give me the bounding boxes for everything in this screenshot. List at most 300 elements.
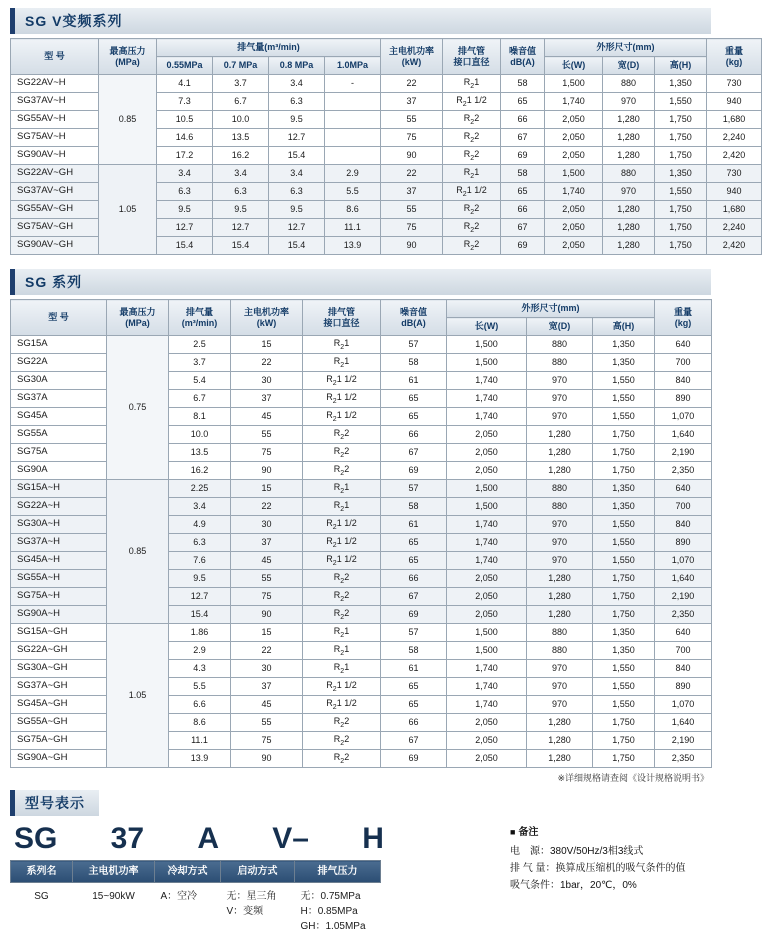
- cell-pipe: $R_21$ 1/2: [303, 372, 381, 390]
- cell-flow: 16.2: [169, 462, 231, 480]
- th-pressure: 最高压力 (MPa): [99, 39, 157, 75]
- cell-pipe: $R_22$: [303, 750, 381, 768]
- cell-depth: 1,280: [603, 201, 655, 219]
- cell-noise: 65: [381, 552, 447, 570]
- table-row: [11, 75, 762, 93]
- cell-pipe: $R_22$: [303, 714, 381, 732]
- cell-noise: 69: [381, 750, 447, 768]
- cell-depth: 1,280: [527, 426, 593, 444]
- cell-weight: 1,680: [707, 111, 762, 129]
- cell-flow-1: 10.0: [213, 111, 269, 129]
- code-pressure: H: [362, 822, 384, 856]
- cell-flow: 2.25: [169, 480, 231, 498]
- cell-flow-0: 7.3: [157, 93, 213, 111]
- cell-motor: 75: [381, 129, 443, 147]
- cell-flow-1: 3.4: [213, 165, 269, 183]
- cell-model: SG22AV~GH: [11, 165, 99, 183]
- cell-flow: 3.4: [169, 498, 231, 516]
- cell-pipe: $R_21$ 1/2: [303, 516, 381, 534]
- cell-width: 1,740: [447, 408, 527, 426]
- remarks-line-intake: 吸气条件：1bar，20℃，0%: [510, 877, 686, 894]
- legend-v-series: SG: [11, 883, 73, 935]
- cell-height: 1,750: [593, 444, 655, 462]
- cell-weight: 1,640: [655, 426, 712, 444]
- spec-note: ※详细规格请查阅《设计规格说明书》: [0, 771, 709, 784]
- cell-weight: 2,240: [707, 219, 762, 237]
- cell-model: SG37A: [11, 390, 107, 408]
- cell-weight: 640: [655, 336, 712, 354]
- cell-weight: 2,420: [707, 147, 762, 165]
- th-model: 型 号: [11, 39, 99, 75]
- cell-noise: 58: [381, 642, 447, 660]
- cell-motor: 15: [231, 480, 303, 498]
- cell-noise: 69: [501, 147, 545, 165]
- legend-h-pressure: 排气压力: [295, 861, 381, 883]
- cell-motor: 45: [231, 552, 303, 570]
- cell-model: SG30A: [11, 372, 107, 390]
- cell-flow-1: 15.4: [213, 237, 269, 255]
- cell-flow: 4.9: [169, 516, 231, 534]
- cell-depth: 880: [527, 624, 593, 642]
- cell-width: 2,050: [545, 219, 603, 237]
- cell-model: SG15A: [11, 336, 107, 354]
- model-designation-block: [10, 790, 711, 930]
- cell-height: 1,550: [655, 183, 707, 201]
- cell-weight: 640: [655, 480, 712, 498]
- cell-weight: 840: [655, 660, 712, 678]
- cell-flow-3: 5.5: [325, 183, 381, 201]
- cell-weight: 2,420: [707, 237, 762, 255]
- cell-height: 1,750: [593, 462, 655, 480]
- cell-flow: 13.9: [169, 750, 231, 768]
- cell-pipe: $R_21$ 1/2: [303, 696, 381, 714]
- cell-height: 1,550: [593, 534, 655, 552]
- cell-flow-1: 12.7: [213, 219, 269, 237]
- cell-width: 2,050: [545, 129, 603, 147]
- cell-width: 1,500: [545, 75, 603, 93]
- cell-model: SG90AV~GH: [11, 237, 99, 255]
- cell-depth: 970: [527, 678, 593, 696]
- cell-motor: 90: [231, 606, 303, 624]
- cell-width: 1,500: [447, 480, 527, 498]
- designation-legend: [10, 860, 380, 935]
- cell-depth: 1,280: [603, 237, 655, 255]
- cell-weight: 940: [707, 183, 762, 201]
- cell-motor: 30: [231, 660, 303, 678]
- cell-motor: 75: [231, 732, 303, 750]
- cell-height: 1,750: [593, 750, 655, 768]
- cell-weight: 700: [655, 354, 712, 372]
- cell-flow-3: 8.6: [325, 201, 381, 219]
- cell-flow: 13.5: [169, 444, 231, 462]
- cell-depth: 970: [527, 372, 593, 390]
- cell-flow-3: 11.1: [325, 219, 381, 237]
- cell-pipe: $R_21$: [443, 165, 501, 183]
- cell-weight: 700: [655, 642, 712, 660]
- cell-depth: 880: [527, 354, 593, 372]
- cell-pipe: $R_22$: [303, 444, 381, 462]
- th-flow-08: 0.8 MPa: [269, 57, 325, 75]
- cell-pipe: $R_22$: [443, 237, 501, 255]
- legend-h-series: 系列名: [11, 861, 73, 883]
- cell-depth: 1,280: [527, 570, 593, 588]
- th2-dim-d: 宽(D): [527, 318, 593, 336]
- cell-motor: 55: [381, 111, 443, 129]
- cell-model: SG90A~GH: [11, 750, 107, 768]
- cell-motor: 37: [381, 183, 443, 201]
- cell-noise: 65: [381, 390, 447, 408]
- cell-weight: 730: [707, 165, 762, 183]
- cell-depth: 970: [527, 534, 593, 552]
- table-sgv-series: [10, 38, 762, 255]
- cell-pipe: $R_21$ 1/2: [443, 183, 501, 201]
- th-dim-group: 外形尺寸(mm): [545, 39, 707, 57]
- cell-weight: 1,070: [655, 552, 712, 570]
- cell-depth: 880: [527, 480, 593, 498]
- cell-height: 1,750: [593, 714, 655, 732]
- cell-motor: 37: [231, 390, 303, 408]
- cell-height: 1,350: [593, 480, 655, 498]
- cell-depth: 970: [527, 660, 593, 678]
- cell-pipe: $R_21$ 1/2: [303, 408, 381, 426]
- cell-width: 1,740: [545, 93, 603, 111]
- cell-motor: 37: [231, 678, 303, 696]
- cell-depth: 970: [527, 516, 593, 534]
- cell-noise: 67: [501, 129, 545, 147]
- cell-height: 1,750: [655, 147, 707, 165]
- cell-noise: 65: [501, 183, 545, 201]
- cell-flow: 6.3: [169, 534, 231, 552]
- th-weight: 重量 (kg): [707, 39, 762, 75]
- cell-height: 1,750: [655, 219, 707, 237]
- cell-motor: 30: [231, 516, 303, 534]
- cell-width: 2,050: [447, 732, 527, 750]
- th-flow-group: 排气量(m³/min): [157, 39, 381, 57]
- cell-flow-2: 9.5: [269, 111, 325, 129]
- cell-model: SG37A~GH: [11, 678, 107, 696]
- cell-height: 1,350: [655, 75, 707, 93]
- cell-height: 1,550: [593, 552, 655, 570]
- cell-motor: 90: [381, 237, 443, 255]
- cell-flow: 2.9: [169, 642, 231, 660]
- cell-flow-2: 12.7: [269, 219, 325, 237]
- cell-model: SG37A~H: [11, 534, 107, 552]
- cell-flow: 1.86: [169, 624, 231, 642]
- cell-height: 1,550: [593, 696, 655, 714]
- cell-noise: 65: [381, 534, 447, 552]
- cell-motor: 90: [381, 147, 443, 165]
- cell-weight: 2,190: [655, 732, 712, 750]
- cell-width: 1,500: [447, 498, 527, 516]
- cell-model: SG55A: [11, 426, 107, 444]
- cell-flow-3: -: [325, 75, 381, 93]
- cell-noise: 65: [381, 678, 447, 696]
- cell-width: 1,500: [447, 642, 527, 660]
- cell-motor: 22: [231, 354, 303, 372]
- cell-pipe: $R_21$: [303, 498, 381, 516]
- cell-motor: 55: [381, 201, 443, 219]
- cell-height: 1,350: [593, 336, 655, 354]
- table-row: [11, 165, 762, 183]
- cell-flow-2: 6.3: [269, 183, 325, 201]
- cell-weight: 700: [655, 498, 712, 516]
- cell-pressure: 0.85: [107, 480, 169, 624]
- cell-weight: 1,070: [655, 696, 712, 714]
- cell-weight: 2,350: [655, 462, 712, 480]
- cell-model: SG90A~H: [11, 606, 107, 624]
- cell-width: 1,740: [447, 390, 527, 408]
- cell-weight: 2,190: [655, 588, 712, 606]
- cell-height: 1,750: [593, 426, 655, 444]
- cell-model: SG37AV~GH: [11, 183, 99, 201]
- cell-flow-1: 3.7: [213, 75, 269, 93]
- cell-model: SG22AV~H: [11, 75, 99, 93]
- remarks-line-power: 电 源：380V/50Hz/3相3线式: [510, 843, 686, 860]
- cell-weight: 2,240: [707, 129, 762, 147]
- cell-flow: 5.4: [169, 372, 231, 390]
- cell-pressure: 1.05: [99, 165, 157, 255]
- cell-motor: 37: [381, 93, 443, 111]
- cell-model: SG15A~H: [11, 480, 107, 498]
- cell-depth: 1,280: [603, 111, 655, 129]
- th-flow-07: 0.7 MPa: [213, 57, 269, 75]
- cell-flow: 3.7: [169, 354, 231, 372]
- cell-motor: 37: [231, 534, 303, 552]
- designation-code-row: [10, 822, 388, 856]
- cell-height: 1,550: [593, 408, 655, 426]
- cell-flow-3: [325, 147, 381, 165]
- cell-motor: 90: [231, 750, 303, 768]
- th2-pressure: 最高压力 (MPa): [107, 300, 169, 336]
- cell-motor: 45: [231, 696, 303, 714]
- cell-weight: 730: [707, 75, 762, 93]
- cell-pipe: $R_21$: [443, 75, 501, 93]
- cell-width: 2,050: [545, 147, 603, 165]
- cell-flow: 4.3: [169, 660, 231, 678]
- th2-pipe: 排气管 接口直径: [303, 300, 381, 336]
- cell-height: 1,550: [593, 516, 655, 534]
- cell-height: 1,750: [655, 129, 707, 147]
- cell-weight: 890: [655, 534, 712, 552]
- cell-noise: 57: [381, 624, 447, 642]
- cell-height: 1,350: [593, 624, 655, 642]
- cell-model: SG55A~H: [11, 570, 107, 588]
- cell-model: SG75A~H: [11, 588, 107, 606]
- cell-depth: 1,280: [527, 732, 593, 750]
- section-header-sg: [10, 269, 711, 295]
- cell-flow: 8.6: [169, 714, 231, 732]
- cell-flow: 10.0: [169, 426, 231, 444]
- cell-depth: 880: [527, 336, 593, 354]
- cell-noise: 61: [381, 372, 447, 390]
- cell-width: 1,740: [447, 696, 527, 714]
- cell-width: 1,740: [447, 534, 527, 552]
- cell-pipe: $R_21$: [303, 624, 381, 642]
- cell-flow-3: 2.9: [325, 165, 381, 183]
- cell-depth: 1,280: [603, 129, 655, 147]
- cell-noise: 57: [381, 336, 447, 354]
- cell-motor: 90: [231, 462, 303, 480]
- cell-pipe: $R_22$: [443, 111, 501, 129]
- code-power: 37: [111, 822, 144, 856]
- cell-model: SG90A: [11, 462, 107, 480]
- cell-width: 2,050: [447, 462, 527, 480]
- cell-pipe: $R_22$: [303, 732, 381, 750]
- cell-flow-2: 3.4: [269, 165, 325, 183]
- cell-flow-1: 13.5: [213, 129, 269, 147]
- cell-flow-2: 15.4: [269, 237, 325, 255]
- cell-depth: 1,280: [603, 147, 655, 165]
- cell-pipe: $R_21$ 1/2: [303, 390, 381, 408]
- cell-weight: 840: [655, 516, 712, 534]
- cell-pressure: 0.85: [99, 75, 157, 165]
- cell-flow-2: 9.5: [269, 201, 325, 219]
- cell-width: 2,050: [447, 444, 527, 462]
- cell-motor: 55: [231, 426, 303, 444]
- cell-depth: 880: [527, 498, 593, 516]
- cell-flow: 5.5: [169, 678, 231, 696]
- cell-pipe: $R_22$: [443, 129, 501, 147]
- cell-model: SG22A~H: [11, 498, 107, 516]
- cell-noise: 67: [381, 588, 447, 606]
- cell-weight: 2,190: [655, 444, 712, 462]
- th2-dim-w: 长(W): [447, 318, 527, 336]
- cell-model: SG75A~GH: [11, 732, 107, 750]
- cell-flow-3: 13.9: [325, 237, 381, 255]
- th-flow-10: 1.0MPa: [325, 57, 381, 75]
- cell-height: 1,750: [593, 588, 655, 606]
- cell-noise: 69: [501, 237, 545, 255]
- cell-height: 1,350: [593, 354, 655, 372]
- cell-flow-0: 10.5: [157, 111, 213, 129]
- section-title-sg: SG 系列: [15, 272, 82, 292]
- cell-noise: 67: [381, 732, 447, 750]
- cell-pipe: $R_21$ 1/2: [303, 678, 381, 696]
- cell-flow: 15.4: [169, 606, 231, 624]
- cell-pipe: $R_21$ 1/2: [303, 534, 381, 552]
- cell-noise: 58: [381, 354, 447, 372]
- cell-width: 1,740: [447, 678, 527, 696]
- cell-width: 2,050: [545, 237, 603, 255]
- th2-motor: 主电机功率 (kW): [231, 300, 303, 336]
- cell-depth: 1,280: [527, 588, 593, 606]
- cell-depth: 1,280: [527, 714, 593, 732]
- code-series: SG: [14, 822, 57, 856]
- cell-noise: 67: [381, 444, 447, 462]
- cell-width: 1,500: [447, 336, 527, 354]
- cell-pipe: $R_21$: [303, 480, 381, 498]
- cell-noise: 61: [381, 516, 447, 534]
- cell-weight: 1,680: [707, 201, 762, 219]
- table-sg-series: [10, 299, 712, 768]
- cell-motor: 55: [231, 714, 303, 732]
- cell-pressure: 1.05: [107, 624, 169, 768]
- cell-model: SG55A~GH: [11, 714, 107, 732]
- legend-v-cooling: A：空冷: [155, 883, 221, 935]
- cell-noise: 65: [381, 408, 447, 426]
- cell-motor: 75: [231, 444, 303, 462]
- th-dim-h: 高(H): [655, 57, 707, 75]
- cell-width: 2,050: [447, 588, 527, 606]
- cell-width: 2,050: [447, 606, 527, 624]
- cell-width: 1,740: [545, 183, 603, 201]
- code-startup: V–: [272, 822, 309, 856]
- cell-height: 1,550: [593, 678, 655, 696]
- cell-pipe: $R_22$: [303, 462, 381, 480]
- th2-dim-group: 外形尺寸(mm): [447, 300, 655, 318]
- cell-noise: 65: [381, 696, 447, 714]
- th2-dim-h: 高(H): [593, 318, 655, 336]
- cell-height: 1,750: [593, 732, 655, 750]
- cell-height: 1,350: [655, 165, 707, 183]
- section-header-sgv: [10, 8, 711, 34]
- cell-weight: 1,070: [655, 408, 712, 426]
- cell-weight: 890: [655, 678, 712, 696]
- cell-flow-0: 4.1: [157, 75, 213, 93]
- cell-weight: 640: [655, 624, 712, 642]
- cell-model: SG75AV~H: [11, 129, 99, 147]
- cell-flow-0: 14.6: [157, 129, 213, 147]
- cell-noise: 66: [501, 111, 545, 129]
- cell-pipe: $R_22$: [303, 588, 381, 606]
- cell-weight: 2,350: [655, 750, 712, 768]
- cell-width: 2,050: [447, 714, 527, 732]
- cell-model: SG30A~GH: [11, 660, 107, 678]
- cell-depth: 880: [527, 642, 593, 660]
- cell-noise: 66: [381, 714, 447, 732]
- cell-flow: 11.1: [169, 732, 231, 750]
- cell-flow: 9.5: [169, 570, 231, 588]
- cell-pipe: $R_22$: [443, 147, 501, 165]
- cell-depth: 970: [527, 390, 593, 408]
- cell-depth: 970: [603, 183, 655, 201]
- cell-depth: 1,280: [603, 219, 655, 237]
- cell-weight: 1,640: [655, 714, 712, 732]
- th2-weight: 重量 (kg): [655, 300, 712, 336]
- cell-motor: 45: [231, 408, 303, 426]
- cell-height: 1,550: [655, 93, 707, 111]
- cell-flow-0: 17.2: [157, 147, 213, 165]
- th-flow-055: 0.55MPa: [157, 57, 213, 75]
- legend-h-startup: 启动方式: [221, 861, 295, 883]
- cell-flow: 7.6: [169, 552, 231, 570]
- cell-depth: 970: [527, 552, 593, 570]
- table-row: [11, 480, 712, 498]
- cell-model: SG55AV~H: [11, 111, 99, 129]
- cell-flow-1: 6.7: [213, 93, 269, 111]
- cell-depth: 1,280: [527, 606, 593, 624]
- cell-height: 1,350: [593, 642, 655, 660]
- cell-depth: 970: [603, 93, 655, 111]
- cell-motor: 22: [231, 498, 303, 516]
- cell-model: SG22A~GH: [11, 642, 107, 660]
- cell-motor: 22: [381, 165, 443, 183]
- th-motor: 主电机功率 (kW): [381, 39, 443, 75]
- cell-height: 1,750: [593, 570, 655, 588]
- cell-height: 1,750: [655, 237, 707, 255]
- cell-depth: 880: [603, 75, 655, 93]
- cell-flow-0: 12.7: [157, 219, 213, 237]
- cell-flow: 8.1: [169, 408, 231, 426]
- cell-noise: 58: [501, 165, 545, 183]
- cell-height: 1,550: [593, 372, 655, 390]
- cell-pipe: $R_21$ 1/2: [303, 552, 381, 570]
- section-title-sgv: SG V变频系列: [15, 11, 122, 31]
- cell-model: SG75AV~GH: [11, 219, 99, 237]
- cell-weight: 940: [707, 93, 762, 111]
- th2-model: 型 号: [11, 300, 107, 336]
- cell-weight: 840: [655, 372, 712, 390]
